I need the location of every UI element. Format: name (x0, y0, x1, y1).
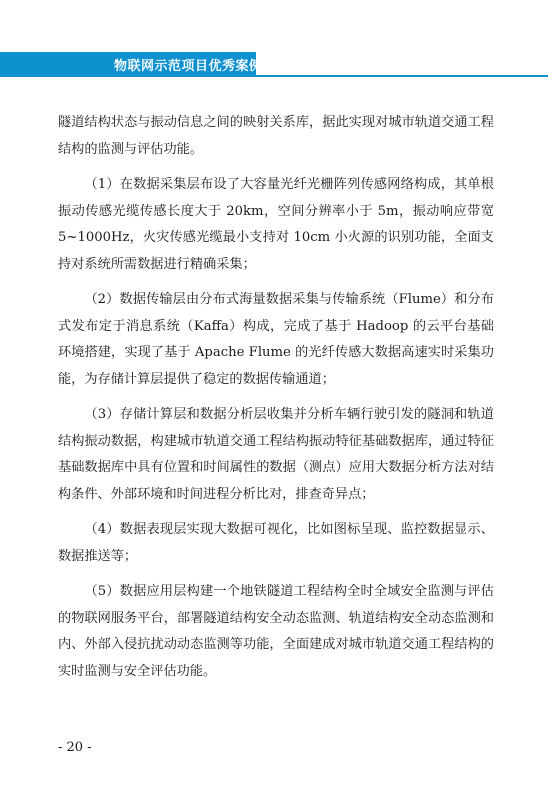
header-rule (0, 75, 548, 77)
paragraph-item-5: （5）数据应用层构建一个地铁隧道工程结构全时全域安全监测与评估的物联网服务平台，部署隧道结构安全动态监测、轨道结构安全动态监测和内、外部入侵抗扰动动态监测等功能，全面建成对城市轨道交通工程结构的实时监测与安全评估功能。 (58, 584, 494, 679)
page-number: - 20 - (58, 740, 92, 755)
paragraph-item-2: （2）数据传输层由分布式海量数据采集与传输系统（Flume）和分布式发布定于消息系统（Kaffa）构成，完成了基于 Hadoop 的云平台基础环境搭建，实现了基于 Apache Flume 的光纤传感大数据高速实时采集功能，为存储计算层提供了稳定的数据传输通道； (58, 292, 494, 387)
paragraph-continuation: 隧道结构状态与振动信息之间的映射关系库，据此实现对城市轨道交通工程结构的监测与评估功能。 (58, 115, 494, 157)
paragraph-item-1: （1）在数据采集层布设了大容量光纤光栅阵列传感网络构成，其单根振动传感光缆传感长度大于 20km，空间分辨率小于 5m，振动响应带宽 5~1000Hz，火灾传感光缆最小支持对 10cm 小火源的识别功能，全面支持对系统所需数据进行精确采集； (58, 177, 494, 272)
body-text (58, 110, 494, 694)
paragraph-item-3: （3）存储计算层和数据分析层收集并分析车辆行驶引发的隧洞和轨道结构振动数据，构建城市轨道交通工程结构振动特征基础数据库，通过特征基础数据库中具有位置和时间属性的数据（测点）应用大数据分析方法对结构条件、外部环境和时间进程分析比对，排查奇异点； (58, 407, 494, 502)
paragraph-item-4: （4）数据表现层实现大数据可视化，比如图标呈现、监控数据显示、数据推送等； (58, 522, 494, 564)
page-header (0, 52, 548, 78)
header-title: 物联网示范项目优秀案例集 (114, 59, 277, 74)
